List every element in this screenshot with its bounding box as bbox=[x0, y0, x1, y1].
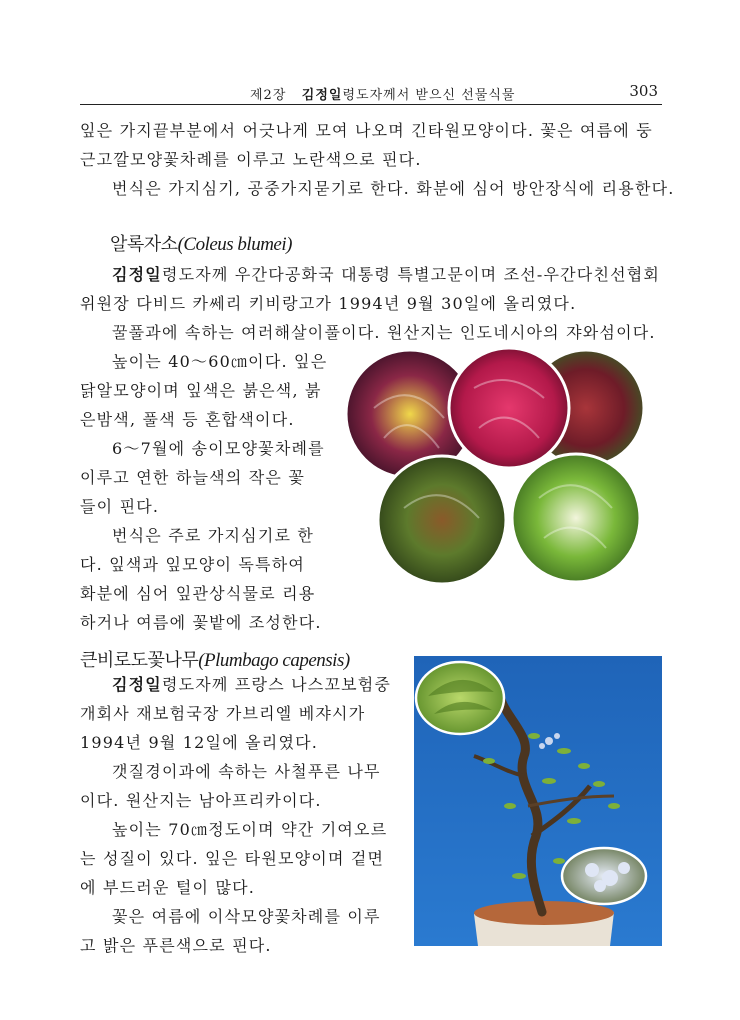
plumbago-desc-line: 는 성질이 있다. 잎은 타원모양이며 겉면 bbox=[80, 849, 385, 868]
page-number: 303 bbox=[629, 82, 658, 100]
plumbago-desc-line: 이다. 원산지는 남아프리카이다. bbox=[80, 791, 322, 810]
coleus-title-latin: (Coleus blumei) bbox=[177, 234, 292, 255]
coleus-photo-collage bbox=[344, 348, 658, 586]
plumbago-desc-line: 개회사 재보험국장 가브리엘 베쟈시가 bbox=[80, 704, 366, 723]
header-title-rest: 령도자께서 받으신 선물식물 bbox=[342, 88, 516, 103]
plumbago-desc-line: 에 부드러운 털이 많다. bbox=[80, 878, 256, 897]
plumbago-gift-name: 김정일 bbox=[112, 675, 162, 694]
intro-line-3: 번식은 가지심기, 공중가지묻기로 한다. 화분에 심어 방안장식에 리용한다. bbox=[112, 179, 675, 198]
plumbago-photo bbox=[414, 656, 662, 946]
coleus-gift-line-2: 위원장 다비드 카쎄리 키비랑고가 1994년 9월 30일에 올리였다. bbox=[80, 294, 577, 313]
coleus-desc-line: 화분에 심어 잎관상식물로 리용 bbox=[80, 584, 316, 603]
chapter-heading bbox=[250, 84, 515, 103]
plumbago-desc-line: 갯질경이과에 속하는 사철푸른 나무 bbox=[112, 762, 381, 781]
coleus-desc-line: 하거나 여름에 꽃밭에 조성한다. bbox=[80, 613, 322, 632]
plumbago-leaf-inset bbox=[416, 662, 504, 734]
plumbago-gift-text: 령도자께 프랑스 나스꼬보험중 bbox=[161, 675, 392, 694]
plumbago-title-korean: 큰비로도꽃나무 bbox=[80, 650, 199, 671]
coleus-desc-line: 이루고 연한 하늘색의 작은 꽃 bbox=[80, 468, 306, 487]
coleus-desc-line: 들이 핀다. bbox=[80, 497, 160, 516]
plumbago-desc-line: 높이는 70㎝정도이며 약간 기여오르 bbox=[112, 820, 388, 839]
chapter-number: 제2장 bbox=[250, 88, 287, 103]
coleus-gift-name: 김정일 bbox=[112, 265, 162, 284]
plumbago-desc-line: 고 밝은 푸른색으로 핀다. bbox=[80, 936, 272, 955]
coleus-desc-line: 높이는 40～60㎝이다. 잎은 bbox=[112, 352, 328, 371]
coleus-desc-line: 6～7월에 송이모양꽃차례를 bbox=[112, 439, 325, 458]
plumbago-gift-line-1 bbox=[112, 670, 391, 699]
coleus-title bbox=[110, 230, 292, 256]
intro-line-2: 근고깔모양꽃차례를 이루고 노란색으로 핀다. bbox=[80, 150, 422, 169]
intro-line-1: 잎은 가지끝부분에서 어긋나게 모여 나오며 긴타원모양이다. 꽃은 여름에 둥 bbox=[80, 121, 653, 140]
plumbago-desc-line: 1994년 9월 12일에 올리였다. bbox=[80, 733, 319, 752]
header-name-bold: 김정일 bbox=[301, 88, 343, 103]
coleus-desc-line: 번식은 주로 가지심기로 한 bbox=[112, 526, 315, 545]
plumbago-desc-line: 꽃은 여름에 이삭모양꽃차례를 이루 bbox=[112, 907, 381, 926]
coleus-photo-pink bbox=[449, 348, 569, 468]
plumbago-title bbox=[80, 646, 350, 672]
coleus-desc-line: 닭알모양이며 잎색은 붉은색, 붉 bbox=[80, 381, 322, 400]
coleus-photo-variegated bbox=[512, 454, 640, 582]
coleus-desc-line: 다. 잎색과 잎모양이 독특하여 bbox=[80, 555, 306, 574]
coleus-gift-text: 령도자께 우간다공화국 대통령 특별고문이며 조선-우간다친선협회 bbox=[161, 265, 661, 284]
coleus-title-korean: 알록자소 bbox=[110, 234, 178, 255]
coleus-photo-bronze-green bbox=[378, 456, 506, 584]
coleus-family: 꿀풀과에 속하는 여러해살이풀이다. 원산지는 인도네시아의 쟈와섬이다. bbox=[112, 323, 656, 342]
plumbago-title-latin: (Plumbago capensis) bbox=[198, 650, 350, 671]
coleus-desc-line: 은밤색, 풀색 등 혼합색이다. bbox=[80, 410, 295, 429]
running-header bbox=[80, 82, 662, 105]
coleus-gift-line-1 bbox=[112, 260, 660, 289]
